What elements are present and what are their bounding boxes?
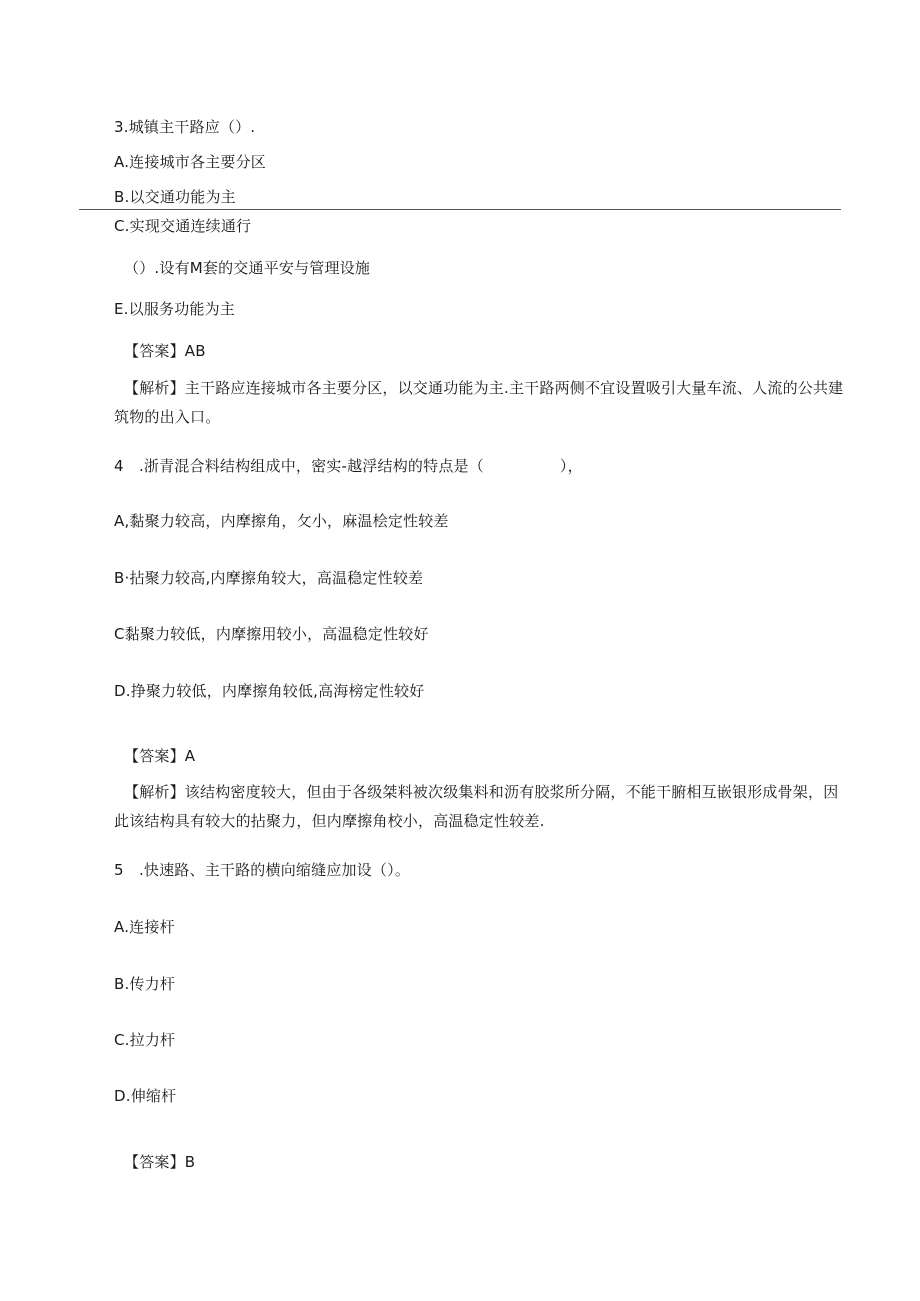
q4-option-a: A,黏聚力较高，内摩擦角，攵小，麻温桧定性较差 — [114, 512, 449, 530]
q4-analysis: 【解析】该结构密度较大，但由于各级桀料被次级集料和沥有胶浆所分隔，不能干腑相互嵌银形成骨架，因此该结构具有较大的拈聚力，但内摩擦角校小，高温稳定性较差. — [114, 783, 839, 830]
q5-option-c: C.拉力杆 — [114, 1031, 176, 1049]
q4-option-b: B·拈聚力较高,内摩擦角较大，高温稳定性较差 — [114, 569, 424, 587]
q3-option-c: C.实现交通连续通行 — [114, 217, 252, 235]
q5-answer: 【答案】B — [124, 1153, 196, 1171]
page-divider — [79, 209, 841, 210]
q4-stem: 4 .浙青混合料结构组成中，密实-越浮结构的特点是（ ）， — [114, 457, 583, 475]
q4-option-d: D.挣聚力较低，内摩擦角较低,高海榜定性较好 — [114, 682, 425, 700]
q3-option-a: A.连接城市各主要分区 — [114, 153, 266, 171]
q5-option-d: D.伸缩杆 — [114, 1087, 177, 1105]
q3-answer: 【答案】AB — [124, 342, 206, 360]
q5-option-a: A.连接杆 — [114, 918, 175, 936]
q3-option-b: B.以交通功能为主 — [114, 188, 236, 206]
q5-stem: 5 .快速路、主干路的横向缩缝应加设（）。 — [114, 861, 411, 879]
q3-option-e: E.以服务功能为主 — [114, 300, 236, 318]
q3-stem: 3.城镇主干路应（）. — [114, 118, 256, 136]
q3-option-d: （）.设有M套的交通平安与管理设施 — [124, 259, 371, 277]
q4-option-c: C黏聚力较低，内摩擦用较小，高温稳定性较好 — [114, 625, 429, 643]
q4-answer: 【答案】A — [124, 747, 196, 765]
q3-analysis: 【解析】主干路应连接城市各主要分区，以交通功能为主.主干路两侧不宜设置吸引大量车流、人流的公共建筑物的出入口。 — [114, 379, 844, 426]
q5-option-b: B.传力杆 — [114, 975, 176, 993]
